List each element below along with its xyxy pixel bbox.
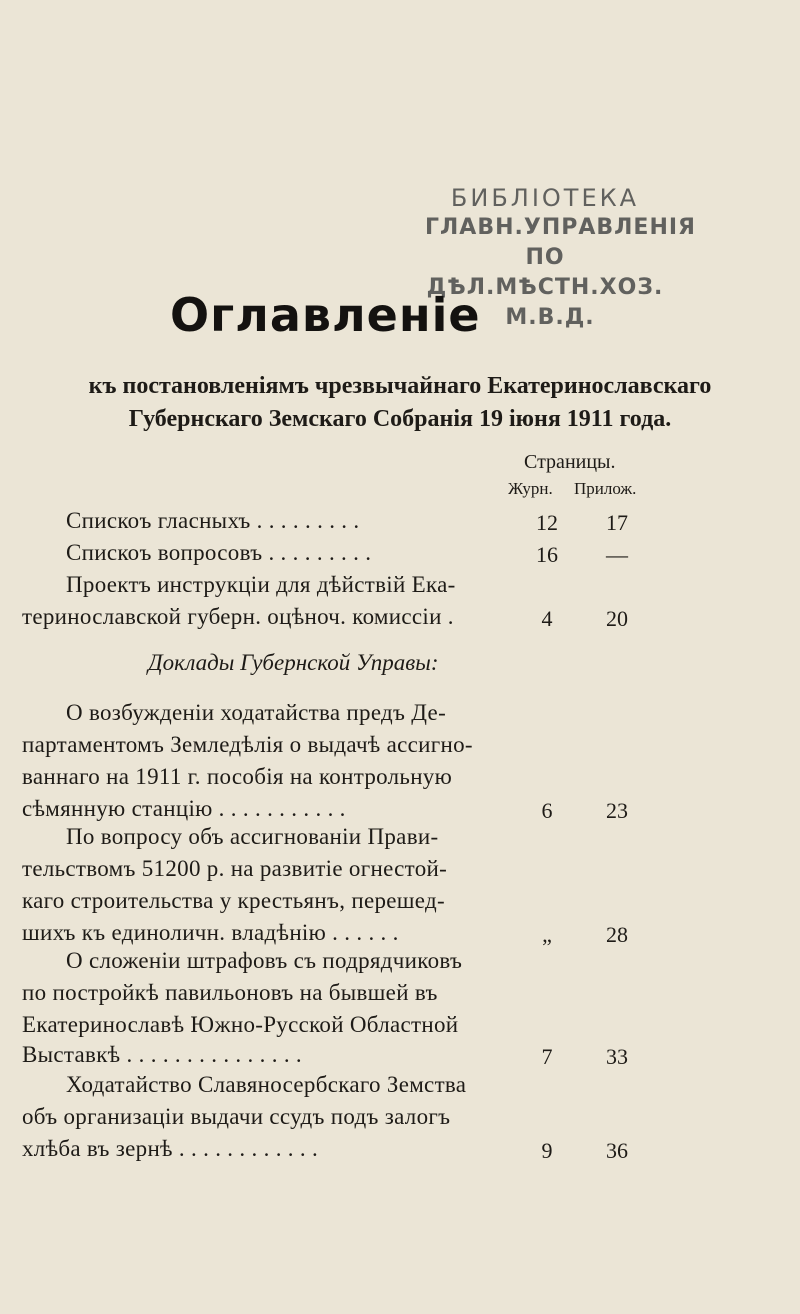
journal-page-number: 6 <box>541 798 553 823</box>
toc-line: О сложеніи штрафовъ съ подрядчиковъ <box>66 948 463 973</box>
stamp-line: БИБЛІОТЕКА <box>450 184 640 212</box>
toc-line: Спискоъ гласныхъ . . . . . . . . . <box>66 508 360 533</box>
toc-line: теринославской губерн. оцѣноч. комиссіи . <box>22 604 454 629</box>
subtitle-line: къ постановленіямъ чрезвычайнаго Екатеринославскаго <box>88 373 712 399</box>
toc-line: Выставкѣ . . . . . . . . . . . . . . . <box>22 1042 302 1067</box>
stamp-line: ПО ДѢЛ.МѢСТН.ХОЗ. <box>426 245 664 300</box>
toc-line: тельствомъ 51200 р. на развитіе огнестой- <box>22 856 448 881</box>
toc-line: О возбужденіи ходатайства предъ Де- <box>66 700 447 725</box>
toc-line: Екатеринославѣ Южно-Русской Областной <box>22 1012 459 1037</box>
appendix-page-number: 17 <box>606 510 628 535</box>
toc-line: партаментомъ Земледѣлія о выдачѣ ассигно- <box>22 732 473 757</box>
appendix-page-number: 33 <box>606 1044 628 1069</box>
page-subtitle <box>20 370 780 436</box>
appendix-page-number: 28 <box>606 922 628 947</box>
journal-column-header: Журн. <box>508 479 553 498</box>
appendix-page-number: 36 <box>606 1138 628 1163</box>
journal-page-number: „ <box>542 922 552 947</box>
appendix-column-header: Прилож. <box>574 479 637 498</box>
appendix-page-number: 20 <box>606 606 628 631</box>
page-title: Оглавленіе <box>170 288 481 342</box>
toc-line: по постройкѣ павильоновъ на бывшей въ <box>22 980 438 1005</box>
toc-line: Проектъ инструкціи для дѣйствій Ека- <box>66 572 456 597</box>
appendix-page-number: 23 <box>606 798 628 823</box>
subtitle-line: Губернскаго Земскаго Собранія 19 іюня 1911 года. <box>128 406 672 432</box>
journal-page-number: 4 <box>541 606 553 631</box>
toc-line: объ организаціи выдачи ссудъ подъ залогъ <box>22 1104 451 1129</box>
toc-line: Спискоъ вопросовъ . . . . . . . . . <box>66 540 372 565</box>
toc-line: ваннаго на 1911 г. пособія на контрольную <box>22 764 453 789</box>
toc-line: шихъ къ единоличн. владѣнію . . . . . . <box>22 920 399 945</box>
journal-page-number: 7 <box>541 1044 553 1069</box>
journal-page-number: 12 <box>536 510 558 535</box>
section-title: Доклады Губернской Управы: <box>148 650 439 675</box>
journal-page-number: 9 <box>541 1138 553 1163</box>
appendix-page-number: — <box>606 542 628 567</box>
toc-line: По вопросу объ ассигнованіи Прави- <box>66 824 439 849</box>
stamp-line: М.В.Д. <box>505 305 595 330</box>
journal-page-number: 16 <box>536 542 558 567</box>
toc-line: сѣмянную станцію . . . . . . . . . . . <box>22 796 346 821</box>
toc-line: Ходатайство Славяносербскаго Земства <box>66 1072 467 1097</box>
toc-line: хлѣба въ зернѣ . . . . . . . . . . . . <box>22 1136 319 1161</box>
toc-line: каго строительства у крестьянъ, перешед- <box>22 888 445 913</box>
pages-column-header: Страницы. <box>524 451 616 473</box>
stamp-line: ГЛАВН.УПРАВЛЕНІЯ <box>425 215 696 240</box>
